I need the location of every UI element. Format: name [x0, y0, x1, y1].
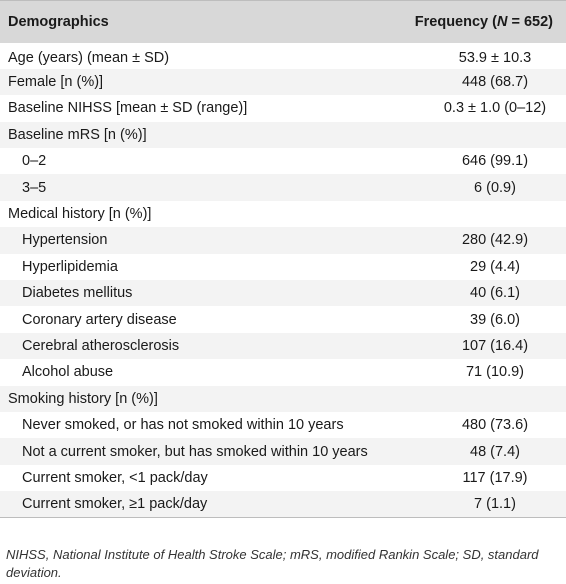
row-value: 448 (68.7) [461, 74, 529, 91]
table-row [0, 306, 566, 332]
row-value: 0.3 ± 1.0 (0–12) [443, 100, 547, 117]
table-body [0, 43, 566, 518]
row-value: 280 (42.9) [461, 232, 529, 249]
row-label: Baseline NIHSS [mean ± SD (range)] [8, 100, 248, 117]
row-value: 646 (99.1) [461, 153, 529, 170]
row-value: 6 (0.9) [474, 179, 516, 196]
row-value: 29 (4.4) [470, 258, 520, 275]
row-label: 0–2 [22, 153, 47, 170]
table-row [0, 333, 566, 359]
row-label: Baseline mRS [n (%)] [8, 126, 147, 143]
row-value: 53.9 ± 10.3 [458, 49, 532, 66]
row-value: 480 (73.6) [461, 417, 529, 434]
header-frequency-n: N [496, 13, 508, 30]
table-row [0, 280, 566, 306]
header-frequency-suffix: = 652) [507, 13, 553, 30]
header-frequency-prefix: Frequency ( [414, 13, 497, 30]
table-row [0, 174, 566, 200]
row-label: Female [n (%)] [8, 74, 104, 91]
table-header [0, 1, 566, 43]
row-value [386, 122, 566, 148]
table-row [0, 69, 566, 95]
table-row [0, 386, 566, 412]
table-row [0, 148, 566, 174]
row-label: 3–5 [22, 179, 47, 196]
table-row [0, 438, 566, 464]
row-value: 48 (7.4) [470, 443, 520, 460]
header-demographics: Demographics [0, 1, 386, 43]
row-label: Diabetes mellitus [22, 285, 133, 302]
table-row [0, 465, 566, 491]
table-row [0, 122, 566, 148]
row-label: Cerebral atherosclerosis [22, 337, 180, 354]
row-label: Current smoker, ≥1 pack/day [0, 491, 386, 517]
table-row [0, 359, 566, 385]
row-value: 39 (6.0) [470, 311, 520, 328]
row-value: 71 (10.9) [465, 364, 525, 381]
row-label: Age (years) (mean ± SD) [8, 49, 170, 66]
row-label: Alcohol abuse [22, 364, 114, 381]
row-value: 117 (17.9) [462, 469, 528, 486]
table-row [0, 491, 566, 517]
row-value [386, 386, 566, 412]
row-label: Hyperlipidemia [22, 258, 118, 275]
header-frequency [386, 1, 566, 43]
row-label: Not a current smoker, but has smoked within 10 years [22, 443, 368, 460]
row-label: Hypertension [22, 232, 108, 249]
row-label: Smoking history [n (%)] [8, 390, 158, 407]
table-row [0, 43, 566, 69]
row-value: 7 (1.1) [386, 491, 566, 517]
table-footnote: NIHSS, National Institute of Health Stroke Scale; mRS, modified Rankin Scale; SD, standard deviation. [6, 547, 539, 580]
header-row [0, 1, 566, 43]
row-label: Current smoker, <1 pack/day [22, 469, 208, 486]
row-label: Medical history [n (%)] [8, 206, 152, 223]
row-value: 107 (16.4) [461, 337, 529, 354]
row-label: Never smoked, or has not smoked within 10 years [22, 417, 344, 434]
table-row [0, 412, 566, 438]
table-row [0, 254, 566, 280]
table-row [0, 201, 566, 227]
table-row [0, 227, 566, 253]
row-value [386, 201, 566, 227]
row-label: Coronary artery disease [22, 311, 177, 328]
table-row [0, 95, 566, 121]
row-value: 40 (6.1) [470, 285, 520, 302]
